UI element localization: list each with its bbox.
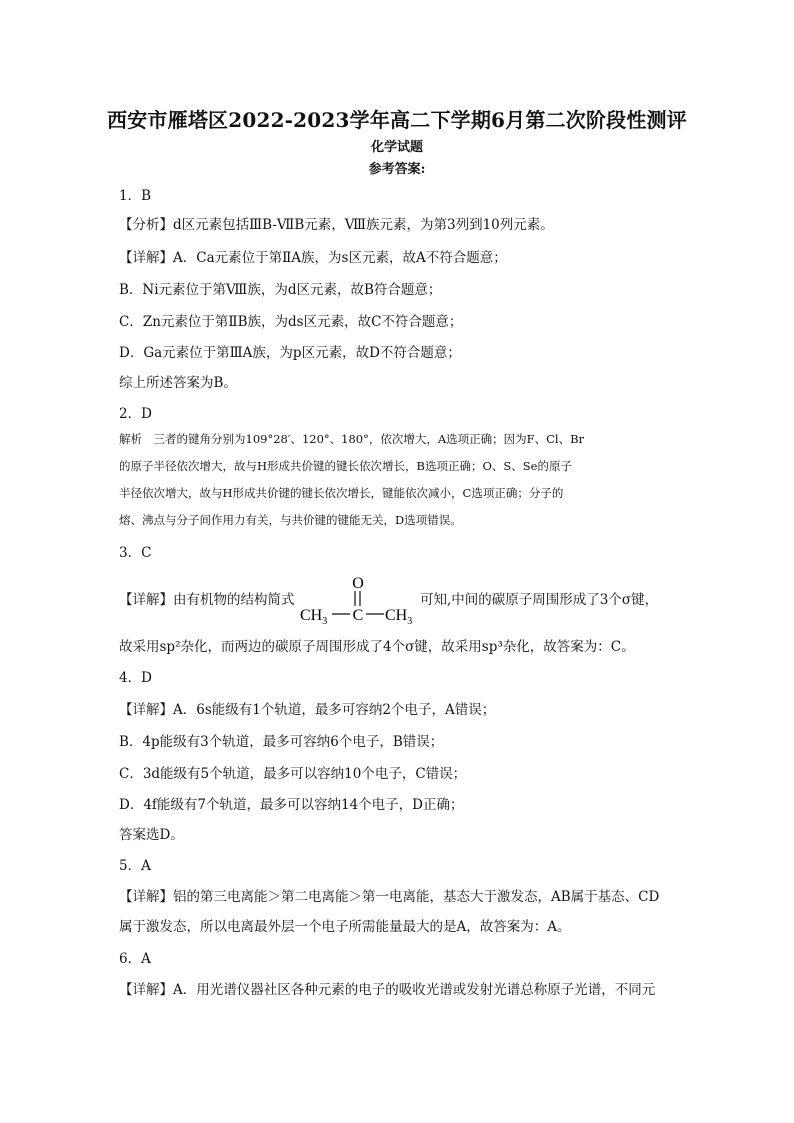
q6-answer: 6．A: [119, 951, 151, 967]
q3-detail-line-2: 故采用sp²杂化，而两边的碳原子周围形成了4个σ键，故采用sp³杂化，故答案为：C。: [119, 639, 635, 655]
q5-answer: 5．A: [119, 858, 151, 874]
q4-detail-d: D．4f能级有7个轨道，最多可以容纳14个电子，D正确；: [119, 797, 464, 813]
q1-detail-b: B．Ni元素位于第Ⅷ族，为d区元素，故B符合题意；: [119, 282, 442, 298]
q4-detail-b: B．4p能级有3个轨道，最多可容纳6个电子，B错误；: [119, 734, 444, 750]
q2-answer: 2．D: [119, 406, 152, 422]
q1-detail-c: C．Zn元素位于第ⅡB族，为ds区元素，故C不符合题意；: [119, 314, 463, 330]
q3-detail-line-1-pre: 【详解】由有机物的结构简式: [119, 592, 295, 608]
q3-answer: 3．C: [119, 545, 152, 561]
document-subtitle: 化学试题: [370, 140, 423, 155]
right-methyl-label: $CH_3$: [385, 607, 413, 627]
document-title: 西安市雁塔区2022-2023学年高二下学期6月第二次阶段性测评: [107, 108, 687, 132]
q4-answer: 4．D: [119, 670, 152, 686]
q5-detail-line-2: 属于激发态，所以电离最外层一个电子所需能量最大的是A，故答案为：A。: [119, 919, 571, 935]
carbonyl-oxygen-label: O: [352, 575, 364, 592]
q1-answer: 1．B: [119, 188, 152, 204]
q2-explanation-line-1: 解析 三者的键角分别为109°28′、120°、180°，依次增大，A选项正确；因为F、Cl、Br: [119, 432, 585, 446]
q4-detail-c: C．3d能级有5个轨道，最多可以容纳10个电子，C错误；: [119, 766, 467, 782]
q2-explanation-line-3: 半径依次增大，故与H形成共价键的键长依次增长，键能依次减小，C选项正确；分子的: [119, 486, 564, 500]
q4-detail-a: 【详解】A．6s能级有1个轨道，最多可容纳2个电子，A错误；: [119, 702, 496, 718]
central-carbon-label: C: [352, 607, 364, 624]
q5-detail-line-1: 【详解】铝的第三电离能＞第二电离能＞第一电离能，基态大于激发态，AB属于基态、CD: [119, 889, 660, 905]
q6-detail-line-1: 【详解】A．用光谱仪器社区各种元素的电子的吸收光谱或发射光谱总称原子光谱，不同元: [119, 982, 656, 998]
q1-summary: 综上所述答案为B。: [119, 375, 237, 391]
q1-detail-a: 【详解】A．Ca元素位于第ⅡA族，为s区元素，故A不符合题意；: [119, 250, 507, 266]
q2-explanation-line-4: 熔、沸点与分子间作用力有关，与共价键的键能无关，D选项错误。: [119, 513, 462, 527]
q1-detail-d: D．Ga元素位于第ⅢA族，为p区元素，故D不符合题意；: [119, 345, 461, 361]
q4-summary: 答案选D。: [119, 827, 184, 843]
answers-heading: 参考答案:: [368, 162, 426, 177]
q1-analysis: 【分析】d区元素包括ⅢB-ⅦB元素，Ⅷ族元素，为第3列到10列元素。: [119, 217, 554, 233]
q3-detail-line-1-post: 可知,中间的碳原子周围形成了3个σ键，: [420, 592, 659, 608]
left-methyl-label: $CH_3$: [300, 607, 328, 627]
acetone-structure-diagram: [298, 568, 418, 628]
q2-explanation-line-2: 的原子半径依次增大，故与H形成共价键的键长依次增长，B选项正确；O、S、Se的原子: [119, 459, 572, 473]
